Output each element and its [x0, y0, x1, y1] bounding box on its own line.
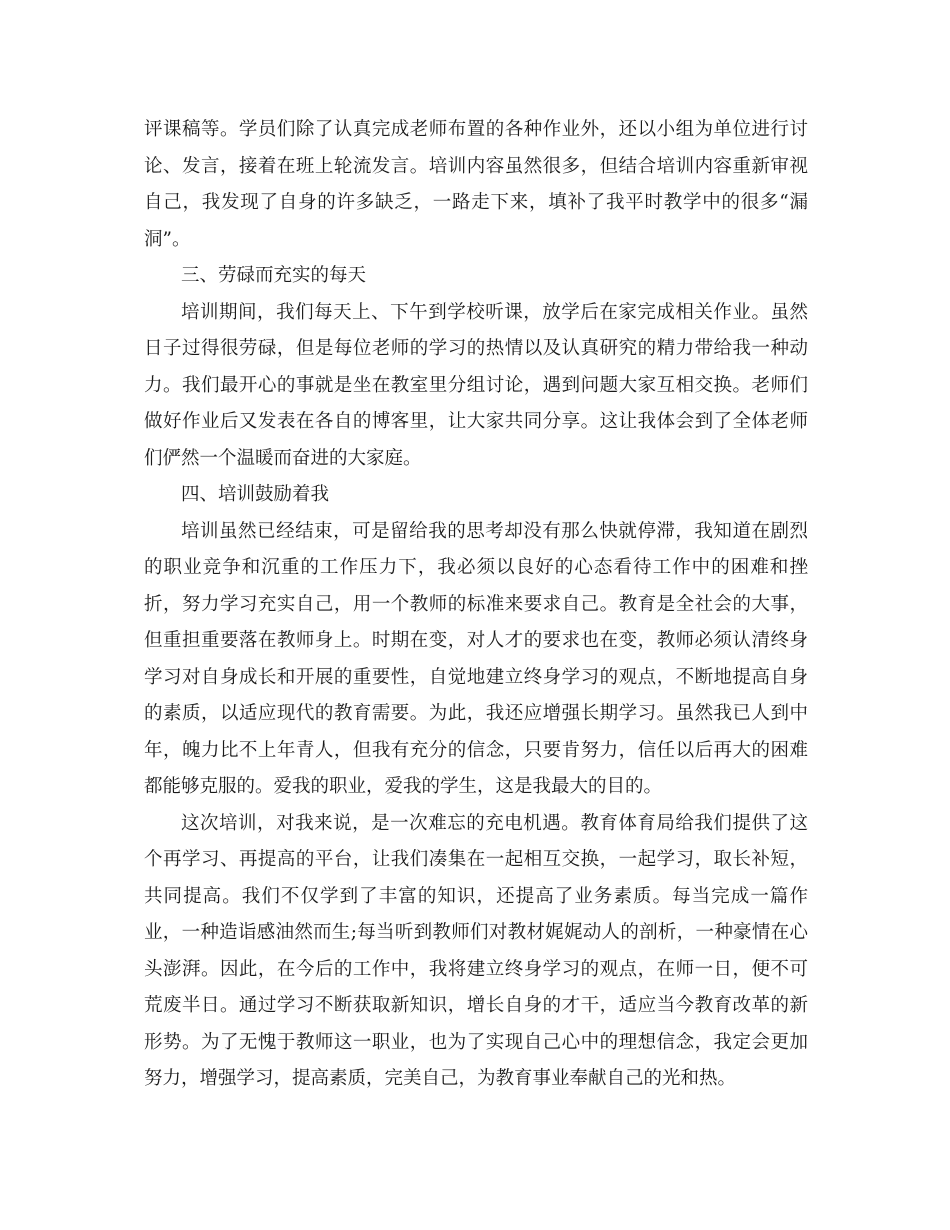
document-body	[144, 112, 808, 1098]
section-heading-4: 四、培训鼓励着我	[181, 484, 330, 505]
paragraph-continuation: 评课稿等。学员们除了认真完成老师布置的各种作业外，还以小组为单位进行讨论、发言，接着在班上轮流发言。培训内容虽然很多，但结合培训内容重新审视自己，我发现了自身的许多缺乏，一路走下来，填补了我平时教学中的很多“漏洞”。	[144, 119, 808, 250]
paragraph: 培训期间，我们每天上、下午到学校听课，放学后在家完成相关作业。虽然日子过得很劳碌，但是每位老师的学习的热情以及认真研究的精力带给我一种动力。我们最开心的事就是坐在教室里分组讨论，遇到问题大家互相交换。老师们做好作业后又发表在各自的博客里，让大家共同分享。这让我体会到了全体老师们俨然一个温暖而奋进的大家庭。	[144, 301, 808, 469]
paragraph: 这次培训，对我来说，是一次难忘的充电机遇。教育体育局给我们提供了这个再学习、再提高的平台，让我们凑集在一起相互交换，一起学习，取长补短，共同提高。我们不仅学到了丰富的知识，还提高了业务素质。每当完成一篇作业，一种造诣感油然而生;每当听到教师们对教材娓娓动人的剖析，一种豪情在心头澎湃。因此，在今后的工作中，我将建立终身学习的观点，在师一日，便不可荒废半日。通过学习不断获取新知识，增长自身的才干，适应当今教育改革的新形势。为了无愧于教师这一职业，也为了实现自己心中的理想信念，我定会更加努力，增强学习，提高素质，完美自己，为教育事业奉献自己的光和热。	[144, 812, 808, 1089]
section-heading-3: 三、劳碌而充实的每天	[181, 265, 367, 286]
paragraph: 培训虽然已经结束，可是留给我的思考却没有那么快就停滞，我知道在剧烈的职业竞争和沉重的工作压力下，我必须以良好的心态看待工作中的困难和挫折，努力学习充实自己，用一个教师的标准来要求自己。教育是全社会的大事，但重担重要落在教师身上。时期在变，对人才的要求也在变，教师必须认清终身学习对自身成长和开展的重要性，自觉地建立终身学习的观点，不断地提高自身的素质，以适应现代的教育需要。为此，我还应增强长期学习。虽然我已人到中年，魄力比不上年青人，但我有充分的信念，只要肯努力，信任以后再大的困难都能够克服的。爱我的职业，爱我的学生，这是我最大的目的。	[144, 520, 808, 797]
